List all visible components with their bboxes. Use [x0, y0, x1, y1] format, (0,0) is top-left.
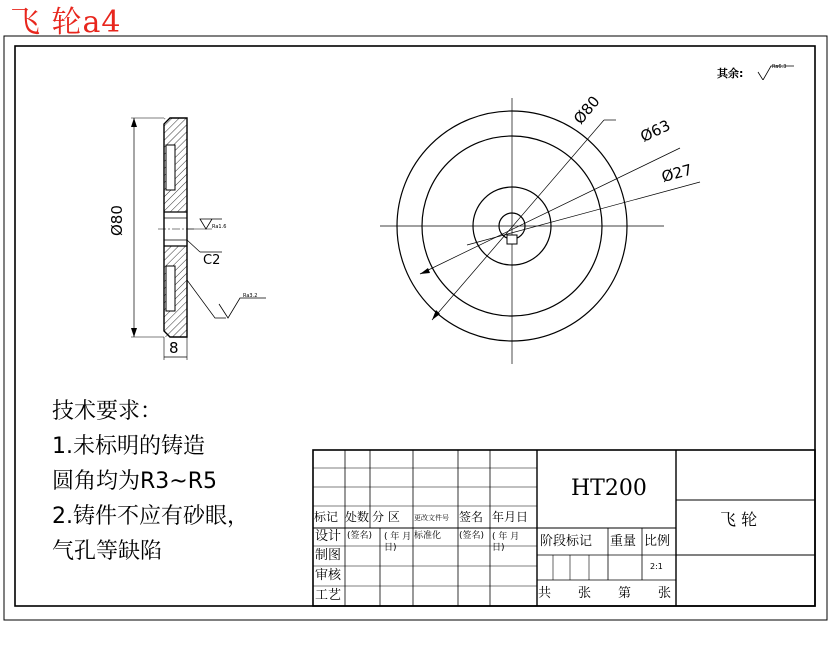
front-diameter-80-label: Ø80 — [569, 92, 604, 128]
sheet-unit-2: 张 — [658, 586, 672, 601]
signature-1: (签名) — [347, 531, 373, 541]
scale-label: 比例 — [644, 534, 671, 549]
sheets-total-label: 共 — [538, 586, 552, 601]
weight-label: 重量 — [610, 534, 637, 549]
drafting-label: 制图 — [315, 548, 342, 563]
hdr-date: 年月日 — [492, 510, 529, 524]
note-line-4: 气孔等缺陷 — [52, 539, 163, 564]
sheet-nth-label: 第 — [618, 586, 632, 601]
design-label: 设计 — [315, 529, 342, 544]
hdr-signature: 签名 — [459, 510, 484, 524]
note-line-1: 1.未标明的铸造 — [52, 434, 205, 459]
recess-top — [166, 145, 175, 190]
date-2: ( 年 月 日) — [492, 532, 520, 553]
width-label: 8 — [169, 339, 179, 357]
material-label: HT200 — [571, 476, 647, 501]
signature-2: (签名) — [459, 531, 485, 541]
front-diameter-63-label: Ø63 — [637, 116, 674, 146]
scale-value: 2:1 — [650, 562, 663, 571]
hdr-count: 处数 — [345, 510, 370, 524]
bore-roughness-label: Ra1.6 — [212, 224, 227, 230]
process-label: 工艺 — [315, 588, 342, 603]
face-roughness-label: Ra3.2 — [243, 293, 258, 299]
recess-bottom — [166, 266, 175, 311]
technical-notes — [52, 394, 249, 569]
note-line-3: 2.铸件不应有砂眼， — [52, 504, 249, 529]
front-diameter-27-label: Ø27 — [659, 160, 695, 186]
stage-mark-label: 阶段标记 — [540, 534, 593, 549]
hdr-change-doc: 更改文件号 — [414, 514, 449, 522]
sheet-unit-1: 张 — [578, 586, 592, 601]
note-line-2: 圆角均为R3~R5 — [52, 469, 218, 494]
review-label: 审核 — [315, 568, 342, 583]
general-roughness-value: Ra6.3 — [772, 64, 787, 70]
hdr-mark: 标记 — [314, 510, 339, 524]
drawing-title: 飞 轮a4 — [10, 5, 122, 40]
part-name: 飞 轮 — [720, 510, 758, 529]
general-roughness-label: 其余: — [717, 67, 744, 80]
notes-heading: 技术要求： — [52, 399, 163, 424]
date-1: ( 年 月 日) — [384, 532, 412, 553]
keyway — [507, 235, 517, 244]
standardization-label: 标准化 — [414, 531, 442, 541]
side-diameter-label: Ø80 — [108, 205, 126, 236]
hdr-zone: 分 区 — [372, 510, 400, 524]
side-section-view — [131, 118, 266, 360]
chamfer-label: C2 — [203, 253, 221, 268]
